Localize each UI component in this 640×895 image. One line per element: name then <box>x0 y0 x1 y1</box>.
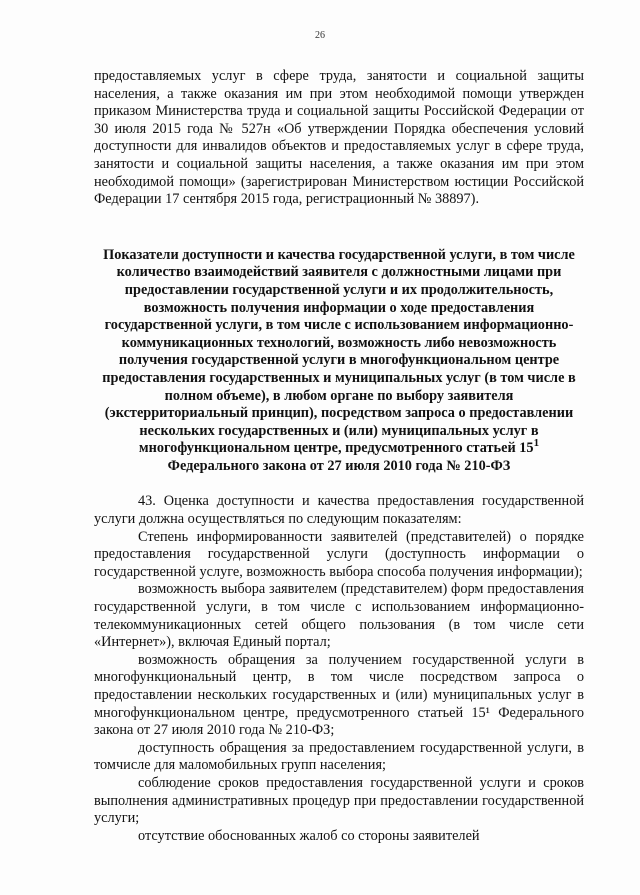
list-item-complaints: отсутствие обоснованных жалоб со стороны заявителей <box>138 827 480 844</box>
section-heading-tail: Федерального закона от 27 июля 2010 года № 210-ФЗ <box>167 457 511 474</box>
section-heading-text: Показатели доступности и качества государственной услуги, в том числе количество взаимодействий заявителя с должностными лицами при предоставлении государственной услуги и их продолжительность, возможность получения информации о ходе предоставления государственной услуги, в том числе с использованием информационно-коммуникационных технологий, возможность либо невозможность получения государственной услуги в многофункциональном центре предоставления государственных и муниципальных услуг (в том числе в полном объеме), в любом органе по выбору заявителя (экстерриториальный принцип), посредством запроса о предоставлении нескольких государственных и (или) муниципальных услуг в многофункциональном центре, предусмотренного статьей 15 <box>102 246 576 457</box>
page-number: 26 <box>315 30 325 41</box>
list-item-deadlines: соблюдение сроков предоставления государственной услуги и сроков выполнения административных процедур при предоставлении государственной услуги; <box>94 774 584 827</box>
section-heading-superscript: 1 <box>533 437 540 450</box>
intro-paragraph: предоставляемых услуг в сфере труда, занятости и социальной защиты населения, а также оказания им при этом необходимой помощи утвержден приказом Министерства труда и социальной защиты Российской Федерации от 30 июля 2015 года № 527н «Об утверждении Порядка обеспечения условий доступности для инвалидов объектов и предоставляемых услуг в сфере труда, занятости и социальной защиты населения, а также оказания им при этом необходимой помощи» (зарегистрирован Министерством юстиции Российской Федерации 17 сентября 2015 года, регистрационный № 38897). <box>94 68 584 208</box>
page-content <box>94 68 584 845</box>
list-item-mfc-access: возможность обращения за получением государственной услуги в многофункциональный центр, в том числе посредством запроса о предоставлении нескольких государственных и (или) муниципальных услуг в многофункциональном центре, предусмотренного статьей 15¹ Федерального закона от 27 июля 2010 года № 210-ФЗ; <box>94 651 584 739</box>
paragraph-43: 43. Оценка доступности и качества предоставления государственной услуги должна осуществляться по следующим показателям: <box>94 493 584 528</box>
list-item-accessibility: доступность обращения за предоставлением государственной услуги, в томчисле для маломобильных групп населения; <box>94 739 584 774</box>
list-item-informedness: Степень информированности заявителей (представителей) о порядке предоставления государственной услуги (доступность информации о государственной услуге, возможность выбора способа получения информации); <box>94 528 584 580</box>
section-heading <box>94 247 584 476</box>
list-item-form-choice: возможность выбора заявителем (представителем) форм предоставления государственной услуги, в том числе с использованием информационно-телекоммуникационных сетей общего пользования (в том числе сети «Интернет»), включая Единый портал; <box>94 581 584 651</box>
